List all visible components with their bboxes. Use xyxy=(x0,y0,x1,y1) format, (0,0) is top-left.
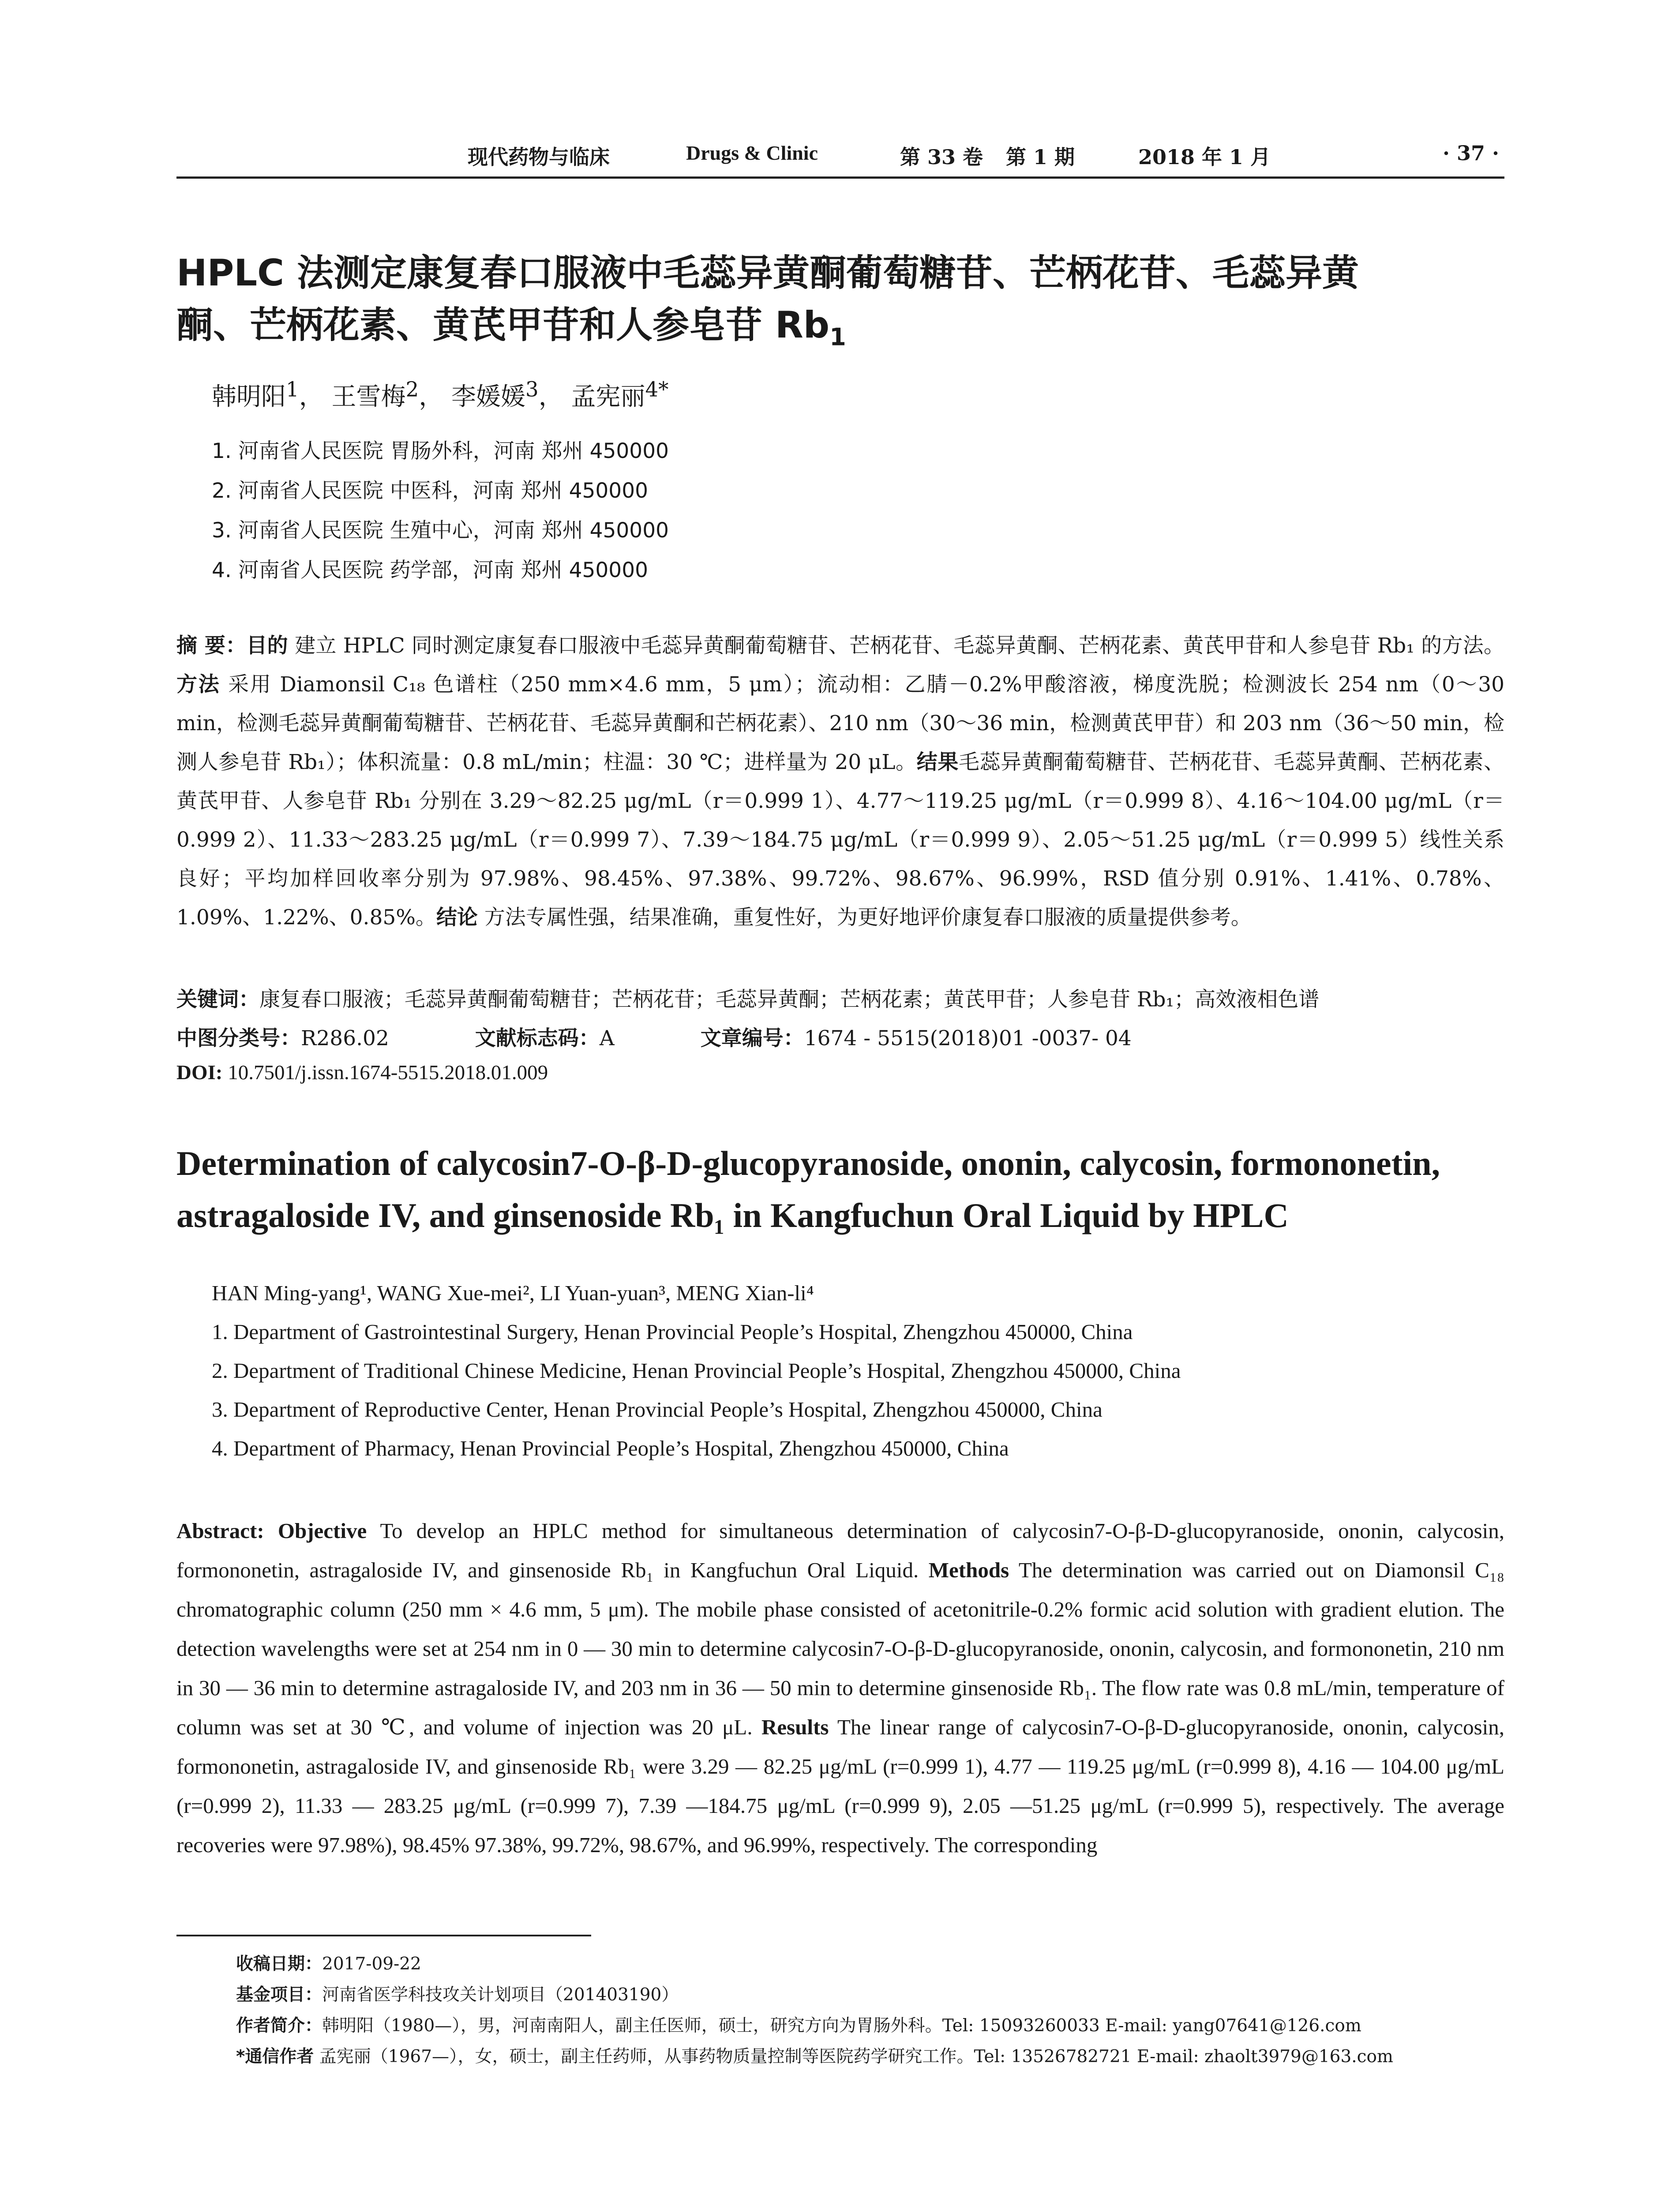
cn-abstract: 摘 要：目的 建立 HPLC 同时测定康复春口服液中毛蕊异黄酮葡萄糖苷、芒柄花苷、毛蕊异黄酮、芒柄花素、黄芪甲苷和人参皂苷 Rb₁ 的方法。方法 采用 Diamonsil C₁₈ 色谱柱（250 mm×4.6 mm，5 μm）；流动相：乙腈－0.2%甲酸溶液，梯度洗脱；检测波长 254 nm（0～30 min，检测毛蕊异黄酮葡萄糖苷、芒柄花苷、毛蕊异黄酮和芒柄花素）、210 nm（30～36 min，检测黄芪甲苷）和 203 nm（36～50 min，检测人参皂苷 Rb₁）；体积流量：0.8 mL/min；柱温：30 ℃；进样量为 20 μL。结果毛蕊异黄酮葡萄糖苷、芒柄花苷、毛蕊异黄酮、芒柄花素、黄芪甲苷、人参皂苷 Rb₁ 分别在 3.29～82.25 μg/mL（r＝0.999 1）、4.77～119.25 μg/mL（r＝0.999 8）、4.16～104.00 μg/mL（r＝0.999 2）、11.33～283.25 μg/mL（r＝0.999 7）、7.39～184.75 μg/mL（r＝0.999 9）、2.05～51.25 μg/mL（r＝0.999 5）线性关系良好；平均加样回收率分别为 97.98%、98.45%、97.38%、99.72%、98.67%、96.99%，RSD 值分别 0.91%、1.41%、0.78%、1.09%、1.22%、0.85%。结论 方法专属性强，结果准确，重复性好，为更好地评价康复春口服液的质量提供参考。 xyxy=(176,634,1505,930)
cn-affiliation: 1. 河南省人民医院 胃肠外科，河南 郑州 450000 xyxy=(212,439,669,463)
abstract-label: Abstract: Objective xyxy=(176,1519,367,1543)
cn-affiliation: 4. 河南省人民医院 药学部，河南 郑州 450000 xyxy=(212,558,649,582)
journal-name-en: Drugs & Clinic xyxy=(686,142,818,164)
author-name: 李媛媛 xyxy=(451,383,525,411)
doi: DOI: 10.7501/j.issn.1674-5515.2018.01.009 xyxy=(176,1061,548,1084)
author-name: 王雪梅 xyxy=(331,383,406,411)
objective-label: 目的 xyxy=(246,634,288,658)
en-title-line-1: Determination of calycosin7-O-β-D-glucopyranoside, ononin, calycosin, formononetin, xyxy=(176,1144,1440,1182)
cn-affiliation: 3. 河南省人民医院 生殖中心，河南 郑州 450000 xyxy=(212,518,669,543)
running-header xyxy=(176,141,1504,176)
footnote-received: 收稿日期：2017-09-22 xyxy=(236,1954,421,1974)
footnote-author-bio: 作者简介：韩明阳（1980—），男，河南南阳人，副主任医师，硕士，研究方向为胃肠外科。Tel: 15093260033 E-mail: yang07641@126.com xyxy=(236,2016,1361,2036)
en-authors: HAN Ming-yang¹, WANG Xue-mei², LI Yuan-yuan³, MENG Xian-li⁴ xyxy=(212,1281,814,1305)
en-affiliation: 2. Department of Traditional Chinese Medicine, Henan Provincial People’s Hospital, Zhengzhou 450000, China xyxy=(212,1358,1181,1383)
keywords: 关键词：康复春口服液；毛蕊异黄酮葡萄糖苷；芒柄花苷；毛蕊异黄酮；芒柄花素；黄芪甲苷；人参皂苷 Rb₁；高效液相色谱 xyxy=(176,987,1320,1012)
page-number: · 37 · xyxy=(1443,141,1500,165)
cn-authors: 韩明阳$^1$， 王雪梅$^2$， 李媛媛$^3$， 孟宪丽$^{4*}$ xyxy=(212,378,669,411)
issue: 第 1 期 xyxy=(1006,145,1075,169)
abstract-label: 摘 要： xyxy=(176,634,247,658)
classification-line: 中图分类号：R286.02 文献标志码：A 文章编号：1674 - 5515(2018)01 -0037- 04 xyxy=(176,1026,1132,1050)
footnote-funding: 基金项目：河南省医学科技攻关计划项目（201403190） xyxy=(236,1985,679,2005)
footnote-rule xyxy=(176,1935,591,1936)
conclusion-label: 结论 xyxy=(436,905,478,930)
header-rule xyxy=(176,176,1504,179)
methods-label: Methods xyxy=(928,1558,1009,1582)
en-affiliation: 1. Department of Gastrointestinal Surgery, Henan Provincial People’s Hospital, Zhengzhou 450000, China xyxy=(212,1320,1133,1344)
cn-title-line-1: HPLC 法测定康复春口服液中毛蕊异黄酮葡萄糖苷、芒柄花苷、毛蕊异黄 xyxy=(176,251,1359,294)
en-affiliation: 4. Department of Pharmacy, Henan Provincial People’s Hospital, Zhengzhou 450000, China xyxy=(212,1436,1009,1460)
en-title-line-2: astragaloside IV, and ginsenoside Rb₁ in Kangfuchun Oral Liquid by HPLC xyxy=(176,1196,1289,1234)
results-label: Results xyxy=(761,1715,829,1739)
en-affiliation: 3. Department of Reproductive Center, Henan Provincial People’s Hospital, Zhengzhou 450000, China xyxy=(212,1397,1102,1422)
author-name: 韩明阳 xyxy=(212,383,286,411)
issue-date: 2018 年 1 月 xyxy=(1138,145,1271,169)
footnote-corresponding: *通信作者 孟宪丽（1967—），女，硕士，副主任药师，从事药物质量控制等医院药学研究工作。Tel: 13526782721 E-mail: zhaolt3979@163.com xyxy=(236,2047,1393,2067)
en-abstract: Abstract: Objective To develop an HPLC method for simultaneous determination of calycosin7-O-β-D-glucopyranoside, ononin, calycosin, formononetin, astragaloside IV, and ginsenoside Rb₁ in Kangfuchun Oral Liquid. Methods The determination was carried out on Diamonsil C₁₈ chromatographic column (250 mm × 4.6 mm, 5 μm). The mobile phase consisted of acetonitrile-0.2% formic acid solution with gradient elution. The detection wavelengths were set at 254 nm in 0 — 30 min to determine calycosin7-O-β-D-glucopyranoside, ononin, calycosin, and formononetin, 210 nm in 30 — 36 min to determine astragaloside IV, and 203 nm in 36 — 50 min to determine ginsenoside Rb₁. The flow rate was 0.8 mL/min, temperature of column was set at 30 ℃, and volume of injection was 20 μL. Results The linear range of calycosin7-O-β-D-glucopyranoside, ononin, calycosin, formononetin, astragaloside IV, and ginsenoside Rb₁ were 3.29 — 82.25 μg/mL (r=0.999 1), 4.77 — 119.25 μg/mL (r=0.999 8), 4.16 — 104.00 μg/mL (r=0.999 2), 11.33 — 283.25 μg/mL (r=0.999 7), 7.39 —184.75 μg/mL (r=0.999 9), 2.05 —51.25 μg/mL (r=0.999 5), respectively. The average recoveries were 97.98%), 98.45% 97.38%, 99.72%, 98.67%, and 96.99%, respectively. The corresponding xyxy=(176,1519,1505,1857)
methods-label: 方法 xyxy=(176,672,221,697)
journal-name-cn: 现代药物与临床 xyxy=(468,145,610,169)
results-label: 结果 xyxy=(916,750,959,774)
cn-title-line-2: 酮、芒柄花素、黄芪甲苷和人参皂苷 $Rb_1$ xyxy=(176,304,846,351)
cn-affiliation: 2. 河南省人民医院 中医科，河南 郑州 450000 xyxy=(212,479,649,503)
volume: 第 33 卷 xyxy=(900,145,983,169)
author-name: 孟宪丽 xyxy=(571,383,645,411)
